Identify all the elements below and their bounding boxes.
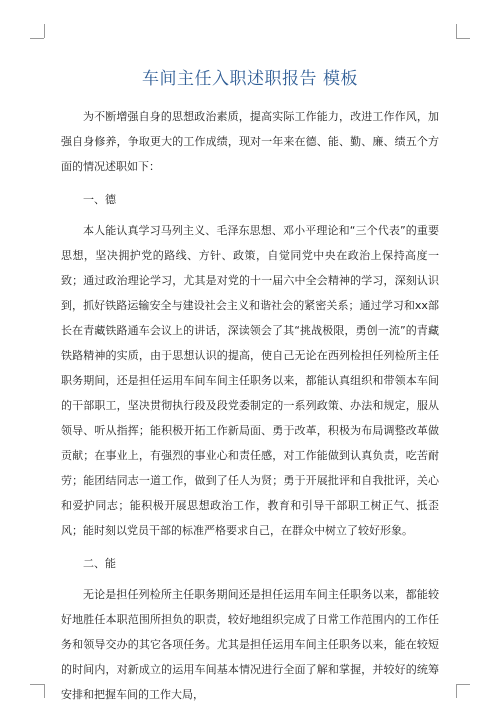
crop-mark-bottom-left-h xyxy=(30,684,44,685)
crop-mark-top-left-h xyxy=(30,38,44,39)
crop-mark-top-right-h xyxy=(456,38,470,39)
intro-paragraph: 为不断增强自身的思想政治素质，提高实际工作能力，改进工作作风，加强自身修养，争取更大的工作成绩，现对一年来在德、能、勤、廉、绩五个方面的情况述职如下： xyxy=(61,110,439,173)
section-heading-neng: 二、能 xyxy=(83,557,116,570)
document-body xyxy=(61,104,439,715)
crop-mark-bottom-right-h xyxy=(456,684,470,685)
section-de-paragraph: 本人能认真学习马列主义、毛泽东思想、邓小平理论和“三个代表”的重要思想，坚决拥护党的路线、方针、政策，自觉同党中央在政治上保持高度一致；通过政治理论学习，尤其是对党的十一届六中全会精神的学习，深刻认识到，抓好铁路运输安全与建设社会主义和谐社会的紧密关系；通过学习和xx部长在青藏铁路通车会议上的讲话，深读领会了其“挑战极限，勇创一流”的青藏铁路精神的实质，由于思想认识的提高，使自己无论在西列检担任列检所主任职务期间，还是担任运用车间车间主任职务以来，都能认真组织和带领本车间的干部职工，坚决贯彻执行段及段党委制定的一系列政策、办法和规定，服从领导、听从指挥；能积极开拓工作新局面、勇于改革，积极为布局调整改革做贡献；在事业上，有强烈的事业心和责任感，对工作能做到认真负责，吃苦耐劳；能团结同志一道工作，做到了任人为贤；勇于开展批评和自我批评，关心和爱护同志；能积极开展思想政治工作，教育和引导干部职工树正气、抵歪风；能时刻以党员干部的标准严格要求自己，在群众中树立了较好形象。 xyxy=(61,224,439,537)
section-heading-de: 一、德 xyxy=(83,193,116,206)
crop-mark-bottom-right-v xyxy=(456,684,457,698)
crop-mark-top-right-v xyxy=(456,24,457,38)
section-neng-paragraph: 无论是担任列检所主任职务期间还是担任运用车间主任职务以来，都能较好地胜任本职范围所担负的职责，较好地组织完成了日常工作范围内的工作任务和领导交办的其它各项任务。尤其是担任运用车间主任职务以来，能在较短的时间内，对新成立的运用车间基本情况进行全面了解和掌握，并较好的统筹安排和把握车间的工作大局， xyxy=(61,588,439,701)
document-title: 车间主任入职述职报告 模板 xyxy=(142,69,358,89)
crop-mark-bottom-left-v xyxy=(44,684,45,698)
crop-mark-top-left-v xyxy=(44,24,45,38)
